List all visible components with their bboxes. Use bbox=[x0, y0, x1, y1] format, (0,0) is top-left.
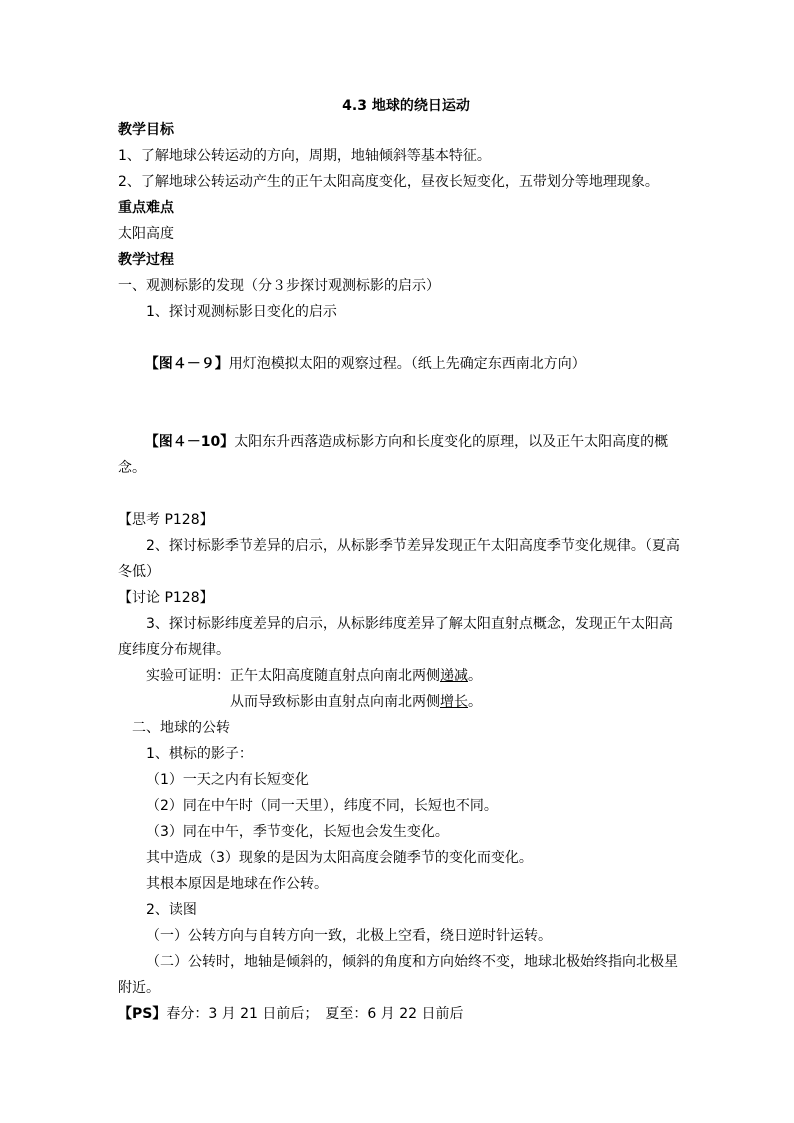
experiment-2-underlined: 增长 bbox=[440, 694, 468, 710]
discuss-tag: 【讨论 P128】 bbox=[118, 590, 214, 606]
step1-text: 1、探讨观测标影日变化的启示 bbox=[146, 304, 337, 320]
objective-item-2: 2、了解地球公转运动产生的正午太阳高度变化，昼夜长短变化，五带划分等地理现象。 bbox=[118, 174, 659, 190]
part2-cause: 其中造成（3）现象的是因为太阳高度会随季节的变化而变化。 bbox=[146, 850, 533, 866]
document-title: 4.3 地球的绕日运动 bbox=[342, 98, 470, 114]
part2-step1: 1、棋标的影子： bbox=[146, 746, 253, 762]
fig410-line bbox=[118, 403, 684, 507]
part2-point-a: （一）公转方向与自转方向一致，北极上空看，绕日逆时针运转。 bbox=[146, 928, 552, 944]
fig49-tag: 【图４－９】 bbox=[144, 356, 229, 372]
part2-item-3: （3）同在中午，季节变化，长短也会发生变化。 bbox=[146, 824, 449, 840]
experiment-1-suffix: 。 bbox=[468, 668, 482, 684]
objective-item-1: 1、了解地球公转运动的方向，周期，地轴倾斜等基本特征。 bbox=[118, 148, 491, 164]
part2-item-2: （2）同在中午时（同一天里），纬度不同，长短也不同。 bbox=[146, 798, 498, 814]
fig410-tag: 【图４－10】 bbox=[144, 434, 235, 450]
experiment-line-1 bbox=[118, 663, 684, 689]
key-points-text: 太阳高度 bbox=[118, 226, 174, 242]
step2-text: 2、探讨标影季节差异的启示，从标影季节差异发现正午太阳高度季节变化规律。（夏高冬低） bbox=[118, 538, 680, 580]
ps-line bbox=[118, 1001, 684, 1027]
process-heading: 教学过程 bbox=[118, 252, 174, 268]
objectives-heading: 教学目标 bbox=[118, 122, 174, 138]
part2-title: 二、地球的公转 bbox=[132, 720, 230, 736]
part2-point-b: （二）公转时，地轴是倾斜的，倾斜的角度和方向始终不变，地球北极始终指向北极星附近。 bbox=[118, 954, 678, 996]
fig410-text: 太阳东升西落造成标影方向和长度变化的原理，以及正午太阳高度的概念。 bbox=[118, 434, 669, 476]
part1-title: 一、观测标影的发现（分３步探讨观测标影的启示） bbox=[118, 278, 440, 294]
ps-text: 春分：3 月 21 日前后； 夏至：6 月 22 日前后 bbox=[166, 1006, 464, 1022]
experiment-line-2 bbox=[118, 689, 684, 715]
experiment-2-suffix: 。 bbox=[468, 694, 482, 710]
experiment-1-underlined: 递减 bbox=[440, 668, 468, 684]
key-points-heading: 重点难点 bbox=[118, 200, 174, 216]
experiment-2-prefix: 从而导致标影由直射点向南北两侧 bbox=[230, 694, 440, 710]
part2-root: 其根本原因是地球在作公转。 bbox=[146, 876, 328, 892]
think-tag: 【思考 P128】 bbox=[118, 512, 214, 528]
part2-step2: 2、读图 bbox=[146, 902, 197, 918]
fig49-line bbox=[118, 325, 684, 403]
step3-text: 3、探讨标影纬度差异的启示，从标影纬度差异了解太阳直射点概念，发现正午太阳高度纬度分布规律。 bbox=[118, 616, 673, 658]
fig49-text: 用灯泡模拟太阳的观察过程。（纸上先确定东西南北方向） bbox=[228, 356, 586, 372]
experiment-1-prefix: 实验可证明：正午太阳高度随直射点向南北两侧 bbox=[146, 668, 440, 684]
document-body bbox=[118, 95, 684, 1027]
ps-tag: 【PS】 bbox=[118, 1006, 167, 1022]
part2-item-1: （1）一天之内有长短变化 bbox=[146, 772, 309, 788]
